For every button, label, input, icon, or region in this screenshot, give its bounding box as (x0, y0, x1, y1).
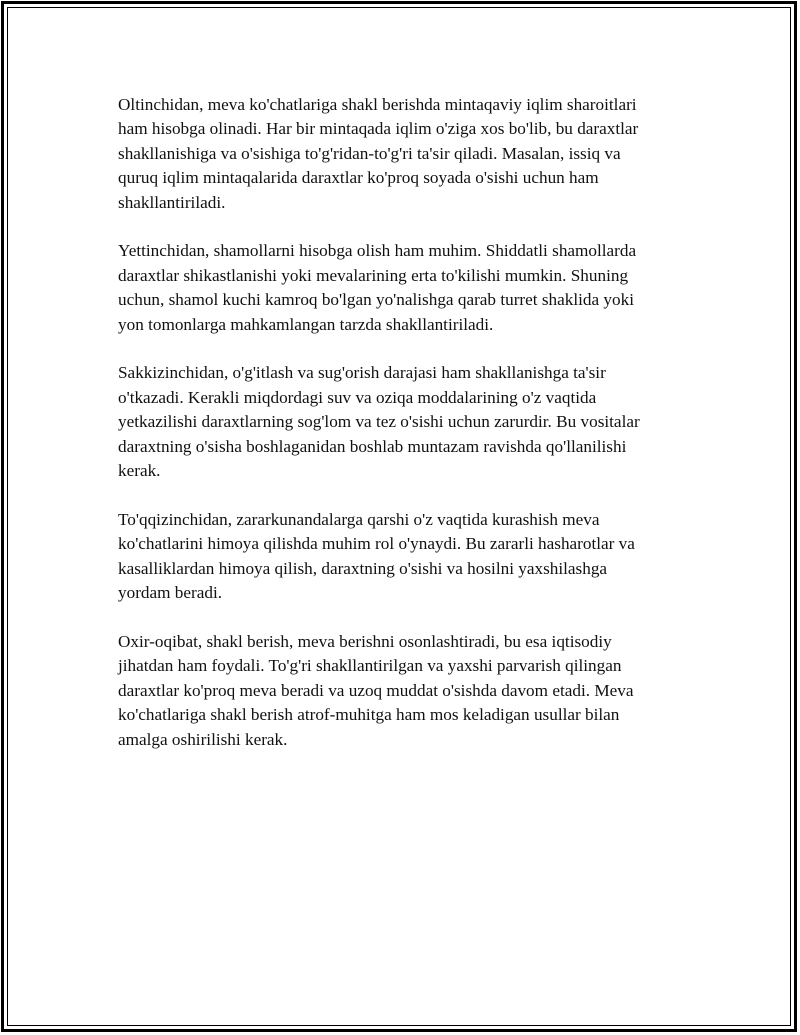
paragraph-sakkizinchidan (118, 361, 698, 483)
text-line: ko'chatlarini himoya qilishda muhim rol o'ynaydi. Bu zararli hasharotlar va (118, 534, 635, 554)
text-line: Oltinchidan, meva ko'chatlariga shakl berishda mintaqaviy iqlim sharoitlari (118, 95, 637, 114)
text-line: shakllantiriladi. (118, 192, 226, 212)
text-line: kasalliklardan himoya qilish, daraxtning o'sishi va hosilni yaxshilashga (118, 558, 608, 578)
text-line: quruq iqlim mintaqalarida daraxtlar ko'proq soyada o'sishi uchun ham (118, 168, 599, 188)
text-line: jihatdan ham foydali. To'g'ri shakllantirilgan va yaxshi parvarish qilingan (118, 656, 622, 676)
text-line: yetkazilishi daraxtlarning sog'lom va tez o'sishi uchun zarurdir. Bu vositalar (118, 412, 640, 432)
paragraph-yettinchidan (118, 239, 698, 337)
paragraph-oltinchidan (118, 93, 698, 215)
text-line: yon tomonlarga mahkamlangan tarzda shakllantiriladi. (118, 314, 494, 334)
text-line: yordam beradi. (118, 583, 223, 603)
text-line: Oxir-oqibat, shakl berish, meva berishni osonlashtiradi, bu esa iqtisodiy (118, 631, 612, 651)
text-line: o'tkazadi. Kerakli miqdordagi suv va oziqa moddalarining o'z vaqtida (118, 387, 597, 407)
text-line: Sakkizinchidan, o'g'itlash va sug'orish darajasi ham shakllanishga ta'sir (118, 363, 606, 383)
document-body (118, 93, 698, 776)
text-line: daraxtlar shikastlanishi yoki mevalarining erta to'kilishi mumkin. Shuning (118, 265, 629, 285)
text-line: ham hisobga olinadi. Har bir mintaqada iqlim o'ziga xos bo'lib, bu daraxtlar (118, 119, 639, 139)
text-line: kerak. (118, 461, 161, 481)
paragraph-toqqizinchidan (118, 508, 698, 606)
text-line: amalga oshirilishi kerak. (118, 729, 288, 749)
text-line: daraxtning o'sisha boshlaganidan boshlab muntazam ravishda qo'llanilishi (118, 436, 627, 456)
text-line: ko'chatlariga shakl berish atrof-muhitga ham mos keladigan usullar bilan (118, 705, 620, 725)
text-line: uchun, shamol kuchi kamroq bo'lgan yo'nalishga qarab turret shaklida yoki (118, 290, 634, 310)
paragraph-oxir-oqibat (118, 630, 698, 752)
text-line: daraxtlar ko'proq meva beradi va uzoq muddat o'sishda davom etadi. Meva (118, 680, 634, 700)
text-line: shakllanishiga va o'sishiga to'g'ridan-to'g'ri ta'sir qiladi. Masalan, issiq va (118, 143, 621, 163)
text-line: To'qqizinchidan, zararkunandalarga qarshi o'z vaqtida kurashish meva (118, 509, 600, 529)
text-line: Yettinchidan, shamollarni hisobga olish ham muhim. Shiddatli shamollarda (118, 241, 637, 261)
